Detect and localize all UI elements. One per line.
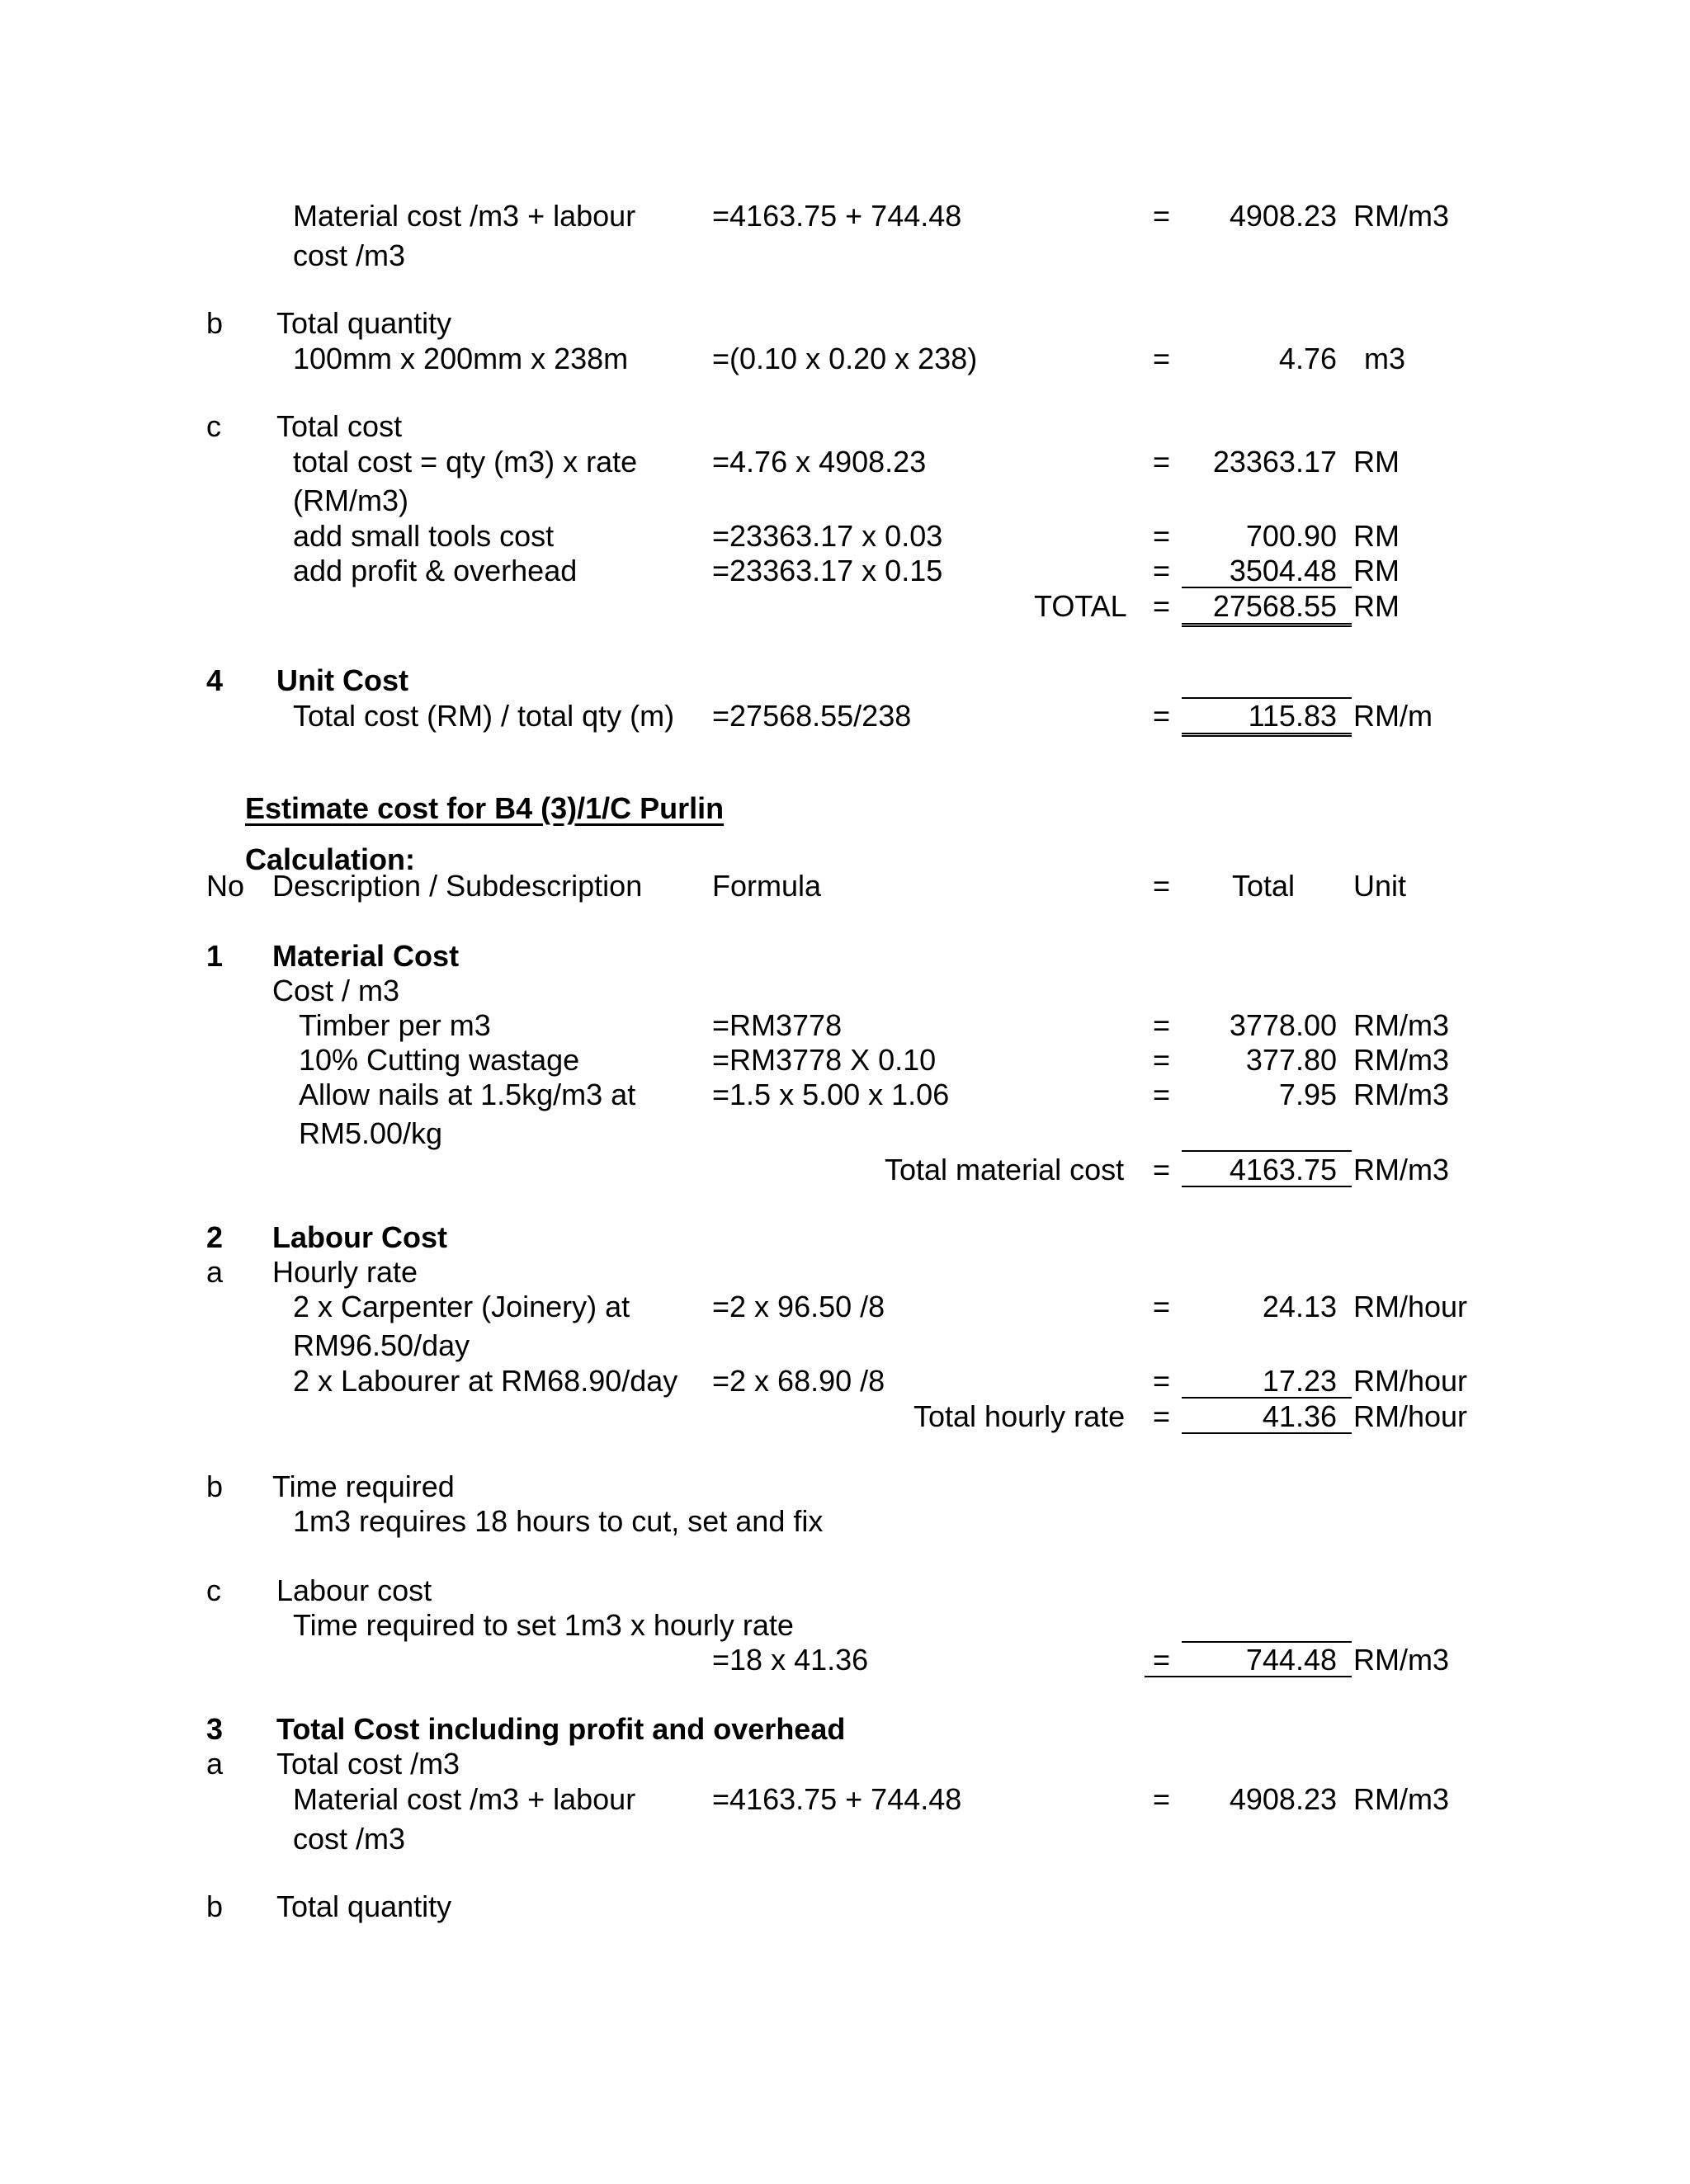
formula-total-cost-m3: =4163.75 + 744.48 (712, 199, 962, 233)
desc-profit-overhead: add profit & overhead (293, 554, 578, 587)
header-description: Description / Subdescription (272, 869, 643, 903)
heading-labour-cost-sub: Labour cost (276, 1573, 432, 1607)
equals-sign: = (1153, 1043, 1171, 1077)
total-hourly-rate-label: Total hourly rate (913, 1399, 1126, 1433)
formula-quantity: =(0.10 x 0.20 x 238) (712, 342, 978, 375)
unit: RM (1353, 554, 1400, 587)
section-title: Estimate cost for B4 (3)/1/C Purlin (245, 791, 725, 825)
double-rule-line (1182, 623, 1352, 627)
rule-line (1182, 587, 1352, 588)
desc-cutting-wastage: 10% Cutting wastage (299, 1043, 580, 1077)
rule-line (1182, 1150, 1352, 1152)
item-letter-b: b (206, 1469, 224, 1503)
unit: RM/m3 (1353, 199, 1449, 233)
heading-total-cost-profit: Total Cost including profit and overhead (276, 1712, 846, 1746)
total-value: 4.76 (1278, 342, 1337, 375)
heading-total-cost: Total cost (276, 409, 403, 443)
formula-nails: =1.5 x 5.00 x 1.06 (712, 1078, 950, 1111)
heading-labour-cost: Labour Cost (272, 1220, 447, 1254)
unit: RM/m (1353, 699, 1433, 733)
item-letter-b: b (206, 1889, 224, 1923)
equals-sign: = (1153, 554, 1171, 587)
total-material-cost-value: 4163.75 (1229, 1153, 1337, 1186)
unit: RM (1353, 519, 1400, 553)
rule-line (1145, 1676, 1352, 1677)
section-number-2: 2 (206, 1220, 224, 1254)
unit: RM (1353, 589, 1400, 623)
unit: RM/m3 (1353, 1043, 1449, 1077)
item-letter-a: a (206, 1255, 224, 1289)
formula-cutting-wastage: =RM3778 X 0.10 (712, 1043, 937, 1077)
unit: RM/m3 (1353, 1153, 1449, 1186)
total-value: 115.83 (1248, 699, 1337, 733)
total-value: 744.48 (1245, 1643, 1337, 1677)
calculation-label: Calculation: (245, 842, 416, 876)
formula-timber: =RM3778 (712, 1008, 843, 1042)
equals-sign: = (1153, 1364, 1171, 1398)
equals-sign: = (1153, 1008, 1171, 1042)
header-formula: Formula (712, 869, 822, 903)
heading-time-required: Time required (272, 1469, 455, 1503)
heading-total-quantity: Total quantity (276, 1889, 452, 1923)
total-value: 377.80 (1245, 1043, 1337, 1077)
equals-sign: = (1153, 199, 1171, 233)
desc-unit-cost: Total cost (RM) / total qty (m) (293, 699, 675, 733)
header-unit: Unit (1353, 869, 1407, 903)
header-equals: = (1153, 869, 1171, 903)
equals-sign: = (1153, 342, 1171, 375)
total-value: 7.95 (1278, 1078, 1337, 1111)
desc-carpenter: 2 x Carpenter (Joinery) at (293, 1290, 630, 1323)
equals-sign: = (1153, 1399, 1171, 1433)
desc-nails-cont: RM5.00/kg (299, 1116, 443, 1150)
grand-total-value: 27568.55 (1212, 589, 1337, 623)
unit: RM/hour (1353, 1399, 1468, 1433)
desc-time-required: 1m3 requires 18 hours to cut, set and fix (293, 1504, 824, 1538)
total-value: 700.90 (1245, 519, 1337, 553)
total-value: 3504.48 (1229, 554, 1337, 587)
desc-carpenter-cont: RM96.50/day (293, 1328, 470, 1362)
desc-timber: Timber per m3 (299, 1008, 491, 1042)
rule-line (1182, 1397, 1352, 1399)
equals-sign: = (1153, 589, 1171, 623)
total-hourly-rate-value: 41.36 (1262, 1399, 1337, 1433)
item-letter-c: c (206, 1573, 221, 1607)
unit: RM/hour (1353, 1364, 1468, 1398)
section-number-3: 3 (206, 1712, 224, 1746)
unit: RM/m3 (1353, 1782, 1449, 1816)
section-number-4: 4 (206, 663, 224, 697)
formula-total-cost: =4.76 x 4908.23 (712, 445, 927, 479)
unit: RM/hour (1353, 1290, 1468, 1323)
total-value: 24.13 (1262, 1290, 1337, 1323)
item-letter-a: a (206, 1747, 224, 1781)
section-number-1: 1 (206, 939, 224, 973)
total-value: 4908.23 (1229, 199, 1337, 233)
total-value: 23363.17 (1212, 445, 1337, 479)
total-label: TOTAL (1034, 589, 1127, 623)
desc-material-plus-labour: Material cost /m3 + labour (293, 1782, 636, 1816)
total-value: 3778.00 (1229, 1008, 1337, 1042)
rule-line (1182, 1186, 1352, 1187)
formula-total-cost-m3: =4163.75 + 744.48 (712, 1782, 962, 1816)
heading-unit-cost: Unit Cost (276, 663, 408, 697)
double-rule-line (1182, 733, 1352, 737)
desc-labourer: 2 x Labourer at RM68.90/day (293, 1364, 678, 1398)
formula-labour-cost: =18 x 41.36 (712, 1643, 869, 1677)
equals-sign: = (1153, 445, 1171, 479)
heading-material-cost: Material Cost (272, 939, 460, 973)
heading-hourly-rate: Hourly rate (272, 1255, 418, 1289)
equals-sign: = (1153, 519, 1171, 553)
equals-sign: = (1153, 1290, 1171, 1323)
item-letter-b: b (206, 306, 224, 340)
formula-carpenter: =2 x 96.50 /8 (712, 1290, 885, 1323)
total-material-cost-label: Total material cost (885, 1153, 1125, 1186)
heading-total-cost-m3: Total cost /m3 (276, 1747, 460, 1781)
desc-material-plus-labour-cont: cost /m3 (293, 238, 406, 272)
equals-sign: = (1153, 1782, 1171, 1816)
header-total: Total (1232, 869, 1296, 903)
formula-small-tools: =23363.17 x 0.03 (712, 519, 943, 553)
equals-sign: = (1153, 1078, 1171, 1111)
total-value: 4908.23 (1229, 1782, 1337, 1816)
rule-line (1182, 1432, 1352, 1434)
formula-profit-overhead: =23363.17 x 0.15 (712, 554, 943, 587)
item-letter-c: c (206, 409, 221, 443)
heading-total-quantity: Total quantity (276, 306, 452, 340)
formula-unit-cost: =27568.55/238 (712, 699, 912, 733)
header-no: No (206, 869, 245, 903)
unit: RM/m3 (1353, 1078, 1449, 1111)
desc-small-tools: add small tools cost (293, 519, 555, 553)
unit: RM/m3 (1353, 1643, 1449, 1677)
desc-material-plus-labour-cont: cost /m3 (293, 1822, 406, 1856)
equals-sign: = (1153, 1153, 1171, 1186)
total-value: 17.23 (1262, 1364, 1337, 1398)
formula-labourer: =2 x 68.90 /8 (712, 1364, 885, 1398)
desc-dimensions: 100mm x 200mm x 238m (293, 342, 629, 375)
desc-total-cost-rate: total cost = qty (m3) x rate (293, 445, 638, 479)
sub-cost-per-m3: Cost / m3 (272, 974, 400, 1007)
unit: RM/m3 (1353, 1008, 1449, 1042)
unit: RM (1353, 445, 1400, 479)
equals-sign: = (1153, 1643, 1171, 1677)
desc-nails: Allow nails at 1.5kg/m3 at (299, 1078, 636, 1111)
desc-labour-cost: Time required to set 1m3 x hourly rate (293, 1608, 794, 1642)
unit: m3 (1364, 342, 1406, 375)
desc-total-cost-rate-cont: (RM/m3) (293, 483, 408, 517)
equals-sign: = (1153, 699, 1171, 733)
desc-material-plus-labour: Material cost /m3 + labour (293, 199, 636, 233)
